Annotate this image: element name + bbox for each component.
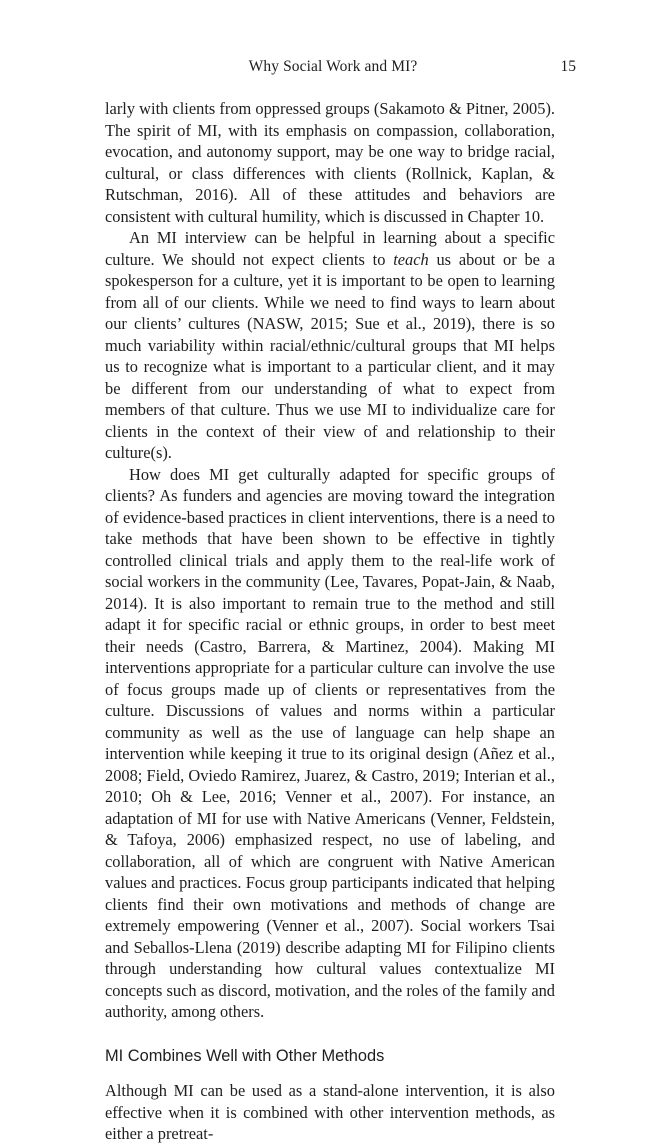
paragraph-4: Although MI can be used as a stand-alone intervention, it is also effective when it is combined with other intervention methods, as either a pretreat- <box>105 1081 555 1143</box>
body-text <box>105 98 555 1145</box>
paragraph-2-text-b: us about or be a spokesperson for a culture, yet it is important to be open to learning from all of our clients. While we need to find ways to learn about our clients’ cultures (NASW, 2015; Sue et al., 2019), there is so much variability within racial/ethnic/cultural groups that MI helps us to recognize what is important to a particular client, and it may be different from our understanding of what to expect from members of that culture. Thus we use MI to individualize care for clients in the context of their view of and relationship to their culture(s). <box>105 249 555 462</box>
running-header <box>0 58 666 80</box>
section-heading: MI Combines Well with Other Methods <box>105 1046 385 1065</box>
running-title: Why Social Work and MI? <box>248 58 418 75</box>
page-number: 15 <box>560 58 576 75</box>
paragraph-3: How does MI get culturally adapted for specific groups of clients? As funders and agencies are moving toward the integration of evidence-based practices in client interventions, there is a need to take methods that have been shown to be effective in tightly controlled clinical trials and apply them to the real-life work of social workers in the community (Lee, Tavares, Popat-Jain, & Naab, 2014). It is also important to remain true to the method and still adapt it for specific racial or ethnic groups, in order to best meet their needs (Castro, Barrera, & Martinez, 2004). Making MI interventions appropriate for a particular culture can involve the use of focus groups made up of clients or representatives from the culture. Discussions of values and norms within a particular community as well as the use of language can help shape an intervention while keeping it true to its original design (Añez et al., 2008; Field, Oviedo Ramirez, Juarez, & Castro, 2019; Interian et al., 2010; Oh & Lee, 2016; Venner et al., 2007). For instance, an adaptation of MI for use with Native Americans (Venner, Feldstein, & Tafoya, 2006) emphasized respect, no use of labeling, and collaboration, all of which are congruent with Native American values and practices. Focus group participants indicated that helping clients find their own motivations and methods of change are extremely empowering (Venner et al., 2007). Social workers Tsai and Seballos-Llena (2019) describe adapting MI for Filipino clients through understanding how cultural values contextualize MI concepts such as discord, motivation, and the roles of the family and authority, among others. <box>105 464 555 1021</box>
emphasis-teach: teach <box>393 249 429 269</box>
paragraph-2 <box>105 227 555 464</box>
paragraph-2-text-a: An MI interview can be helpful in learning about a specific culture. We should not expect clients to <box>105 228 555 269</box>
paragraph-1: larly with clients from oppressed groups (Sakamoto & Pitner, 2005). The spirit of MI, with its emphasis on compassion, collaboration, evocation, and autonomy support, may be one way to bridge racial, cultural, or class differences with clients (Rollnick, Kaplan, & Rutschman, 2016). All of these attitudes and behaviors are consistent with cultural humility, which is discussed in Chapter 10. <box>105 99 555 226</box>
